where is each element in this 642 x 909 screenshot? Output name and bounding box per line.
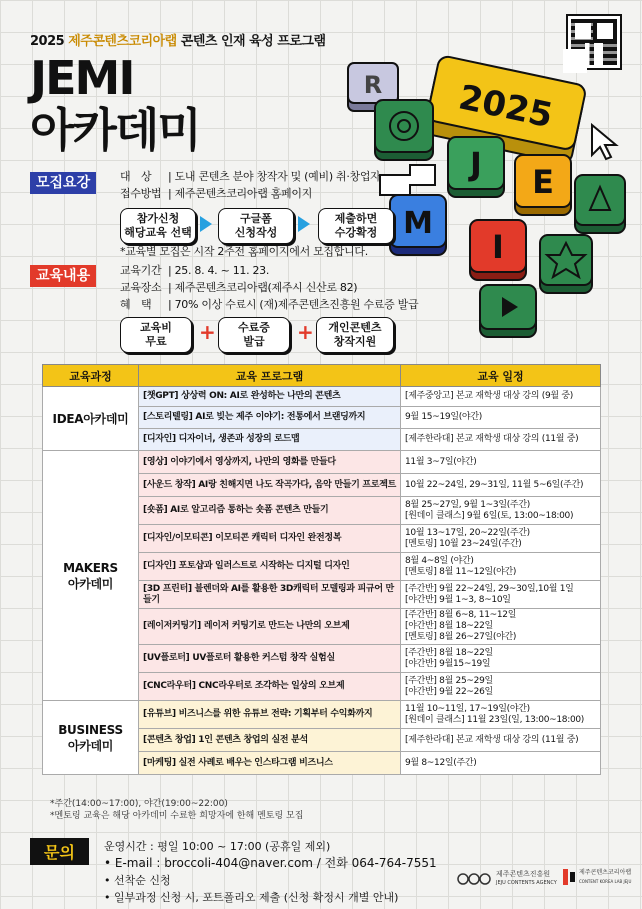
table-notes (50, 798, 303, 822)
program-schedule: 10월 22~24일, 29~31일, 11월 5~6일(주간) (401, 474, 601, 497)
table-header-row (43, 365, 601, 387)
topline-rest: 콘텐츠 인재 육성 프로그램 (180, 34, 326, 49)
program-schedule: [주간반] 8월 6~8, 11~12일 [야간반] 8월 18~22일 [멘토링] 8월 26~27일(야간) (401, 609, 601, 645)
contact-tag: 문의 (30, 838, 89, 865)
program-schedule: [제주한라대] 본교 재학생 대상 강의 (11월 중) (401, 429, 601, 451)
hero-letter-e: E (532, 163, 554, 201)
topline-year: 2025 (30, 34, 65, 49)
topline-highlight: 제주콘텐츠코리아랩 (68, 34, 177, 49)
education-info (120, 262, 418, 313)
step-confirm: 제출하면 수강확정 (318, 208, 394, 244)
program-name: [디자인] 포토샵과 일러스트로 시작하는 디지털 디자인 (139, 553, 401, 581)
benefit-creation: 개인콘텐츠 창작지원 (316, 317, 394, 353)
program-schedule: 11월 10~11일, 17~19일(야간) [원데이 클래스] 11월 23일(일, 13:00~18:00) (401, 701, 601, 729)
title-line2: 아카데미 (30, 103, 200, 157)
program-name: [챗GPT] 상상력 ON: AI로 완성하는 나만의 콘텐츠 (139, 387, 401, 407)
contact-hours: 운영시간 : 평일 10:00 ~ 17:00 (공휴일 제외) (104, 840, 331, 853)
hero-year: 2025 (455, 77, 557, 137)
edu-period-key: 교육기간 (120, 264, 162, 277)
program-name: [영상] 이야기에서 영상까지, 나만의 영화를 만들다 (139, 451, 401, 474)
program-name: [스토리텔링] AI로 빚는 제주 이야기: 전통에서 브랜딩까지 (139, 407, 401, 429)
program-schedule: [제주한라대] 본교 재학생 대상 강의 (11월 중) (401, 729, 601, 752)
table-row (43, 701, 601, 729)
program-schedule: 8월 4~8일 (야간) [멘토링] 8월 11~12일(야간) (401, 553, 601, 581)
benefit-certificate: 수료증 발급 (218, 317, 290, 353)
contact-info (104, 838, 437, 906)
step-apply: 참가신청 해당교육 선택 (120, 208, 196, 244)
program-schedule: 11월 3~7일(야간) (401, 451, 601, 474)
title-line1: JEMI (30, 51, 134, 105)
course-category: BUSINESS 아카데미 (43, 701, 139, 775)
program-schedule: 8월 25~27일, 9월 1~3일(주간) [원데이 클래스] 9월 6일(토, 13:00~18:00) (401, 497, 601, 525)
program-name: [유튜브] 비즈니스를 위한 유튜브 전략: 기획부터 수익화까지 (139, 701, 401, 729)
program-table (42, 364, 601, 775)
program-name: [CNC라우터] CNC라우터로 조각하는 일상의 오브제 (139, 673, 401, 701)
course-category: MAKERS 아카데미 (43, 451, 139, 701)
program-name: [콘텐츠 창업] 1인 콘텐츠 창업의 실전 분석 (139, 729, 401, 752)
contact-portfolio: • 일부과정 신청 시, 포트폴리오 제출 (신청 확정시 개별 안내) (104, 891, 399, 904)
recruit-target-value: | 도내 콘텐츠 분야 창작자 및 (예비) 취·창업자 (168, 170, 381, 183)
lab-name: 제주콘텐츠코리아랩 (579, 869, 632, 876)
page-title (30, 52, 200, 156)
svg-text:R: R (363, 71, 383, 99)
program-schedule: [제주중앙고] 본교 재학생 대상 강의 (9월 중) (401, 387, 601, 407)
program-schedule: 9월 8~12일(주간) (401, 752, 601, 775)
program-name: [마케팅] 실전 사례로 배우는 인스타그램 비즈니스 (139, 752, 401, 775)
arrow-right-icon (298, 216, 310, 232)
program-name: [디자인/이모티콘] 이모티콘 캐릭터 디자인 완전정복 (139, 525, 401, 553)
program-name: [숏폼] AI로 알고리즘 통하는 숏폼 콘텐츠 만들기 (139, 497, 401, 525)
program-schedule: [주간반] 9월 22~24일, 29~30일,10월 1일 [야간반] 9월 1~3, 8~10일 (401, 581, 601, 609)
agency-logo-icon (456, 872, 492, 886)
recruit-note: *교육별 모집은 시작 2주전 홈페이지에서 모집합니다. (120, 245, 368, 258)
program-name: [사운드 창작] AI랑 친해지면 나도 작곡가다, 음악 만들기 프로젝트 (139, 474, 401, 497)
edu-period-value: | 25. 8. 4. ~ 11. 23. (168, 264, 270, 277)
plus-icon: + (297, 320, 314, 344)
edu-place-key: 교육장소 (120, 281, 162, 294)
program-name: [레이저커팅기] 레이저 커팅기로 만드는 나만의 오브제 (139, 609, 401, 645)
edu-benefit-value: | 70% 이상 수료시 (재)제주콘텐츠진흥원 수료증 발급 (168, 298, 419, 311)
program-name: [UV플로터] UV플로터 활용한 커스텀 창작 실험실 (139, 645, 401, 673)
lab-logo (562, 868, 631, 886)
table-row (43, 387, 601, 407)
agency-sub: JEJU CONTENTS AGENCY (496, 880, 557, 886)
education-tag: 교육내용 (30, 265, 96, 287)
note-time: *주간(14:00~17:00), 야간(19:00~22:00) (50, 799, 228, 809)
header-schedule: 교육 일정 (401, 365, 601, 387)
recruit-target-key: 대 상 (120, 170, 152, 183)
edu-place-value: | 제주콘텐츠코리아랩(제주시 신산로 82) (168, 281, 358, 294)
benefit-free: 교육비 무료 (120, 317, 192, 353)
lab-sub: CONTENT KOREA LAB JEJU (579, 879, 632, 884)
program-name: [디자인] 디자이너, 생존과 성장의 로드맵 (139, 429, 401, 451)
agency-logo (456, 870, 557, 888)
program-schedule: [주간반] 8월 25~29일 [야간반] 9월 22~26일 (401, 673, 601, 701)
plus-icon: + (199, 320, 216, 344)
program-schedule: 10월 13~17일, 20~22일(주간) [멘토링] 10월 23~24일(주간) (401, 525, 601, 553)
recruit-method-value: | 제주콘텐츠코리아랩 홈페이지 (168, 187, 313, 200)
table-row (43, 451, 601, 474)
contact-first-come: • 선착순 신청 (104, 874, 171, 887)
agency-name: 제주콘텐츠진흥원 (496, 870, 551, 878)
program-schedule: [주간반] 8월 18~22일 [야간반] 9월15~19일 (401, 645, 601, 673)
program-schedule: 9월 15~19일(야간) (401, 407, 601, 429)
hero-letter-i: I (492, 228, 504, 266)
course-category: IDEA아카데미 (43, 387, 139, 451)
top-line (30, 30, 326, 49)
contact-email-phone[interactable]: • E-mail : broccoli-404@naver.com / 전화 064-764-7551 (104, 856, 437, 870)
edu-benefit-key: 혜 택 (120, 298, 152, 311)
note-mentoring: *멘토링 교육은 해당 아카데미 수료한 희망자에 한해 멘토링 모집 (50, 811, 304, 821)
header-course: 교육과정 (43, 365, 139, 387)
recruit-info (120, 168, 381, 202)
lab-logo-icon (562, 868, 576, 886)
hero-letter-j: J (470, 145, 482, 183)
hero-letter-m: M (403, 206, 433, 241)
arrow-right-icon (200, 216, 212, 232)
recruit-method-key: 접수방법 (120, 187, 162, 200)
header-program: 교육 프로그램 (139, 365, 401, 387)
program-name: [3D 프린터] 블렌더와 AI를 활용한 3D캐릭터 모델링과 피규어 만들기 (139, 581, 401, 609)
step-google-form: 구글폼 신청작성 (218, 208, 294, 244)
recruit-tag: 모집요강 (30, 172, 96, 194)
